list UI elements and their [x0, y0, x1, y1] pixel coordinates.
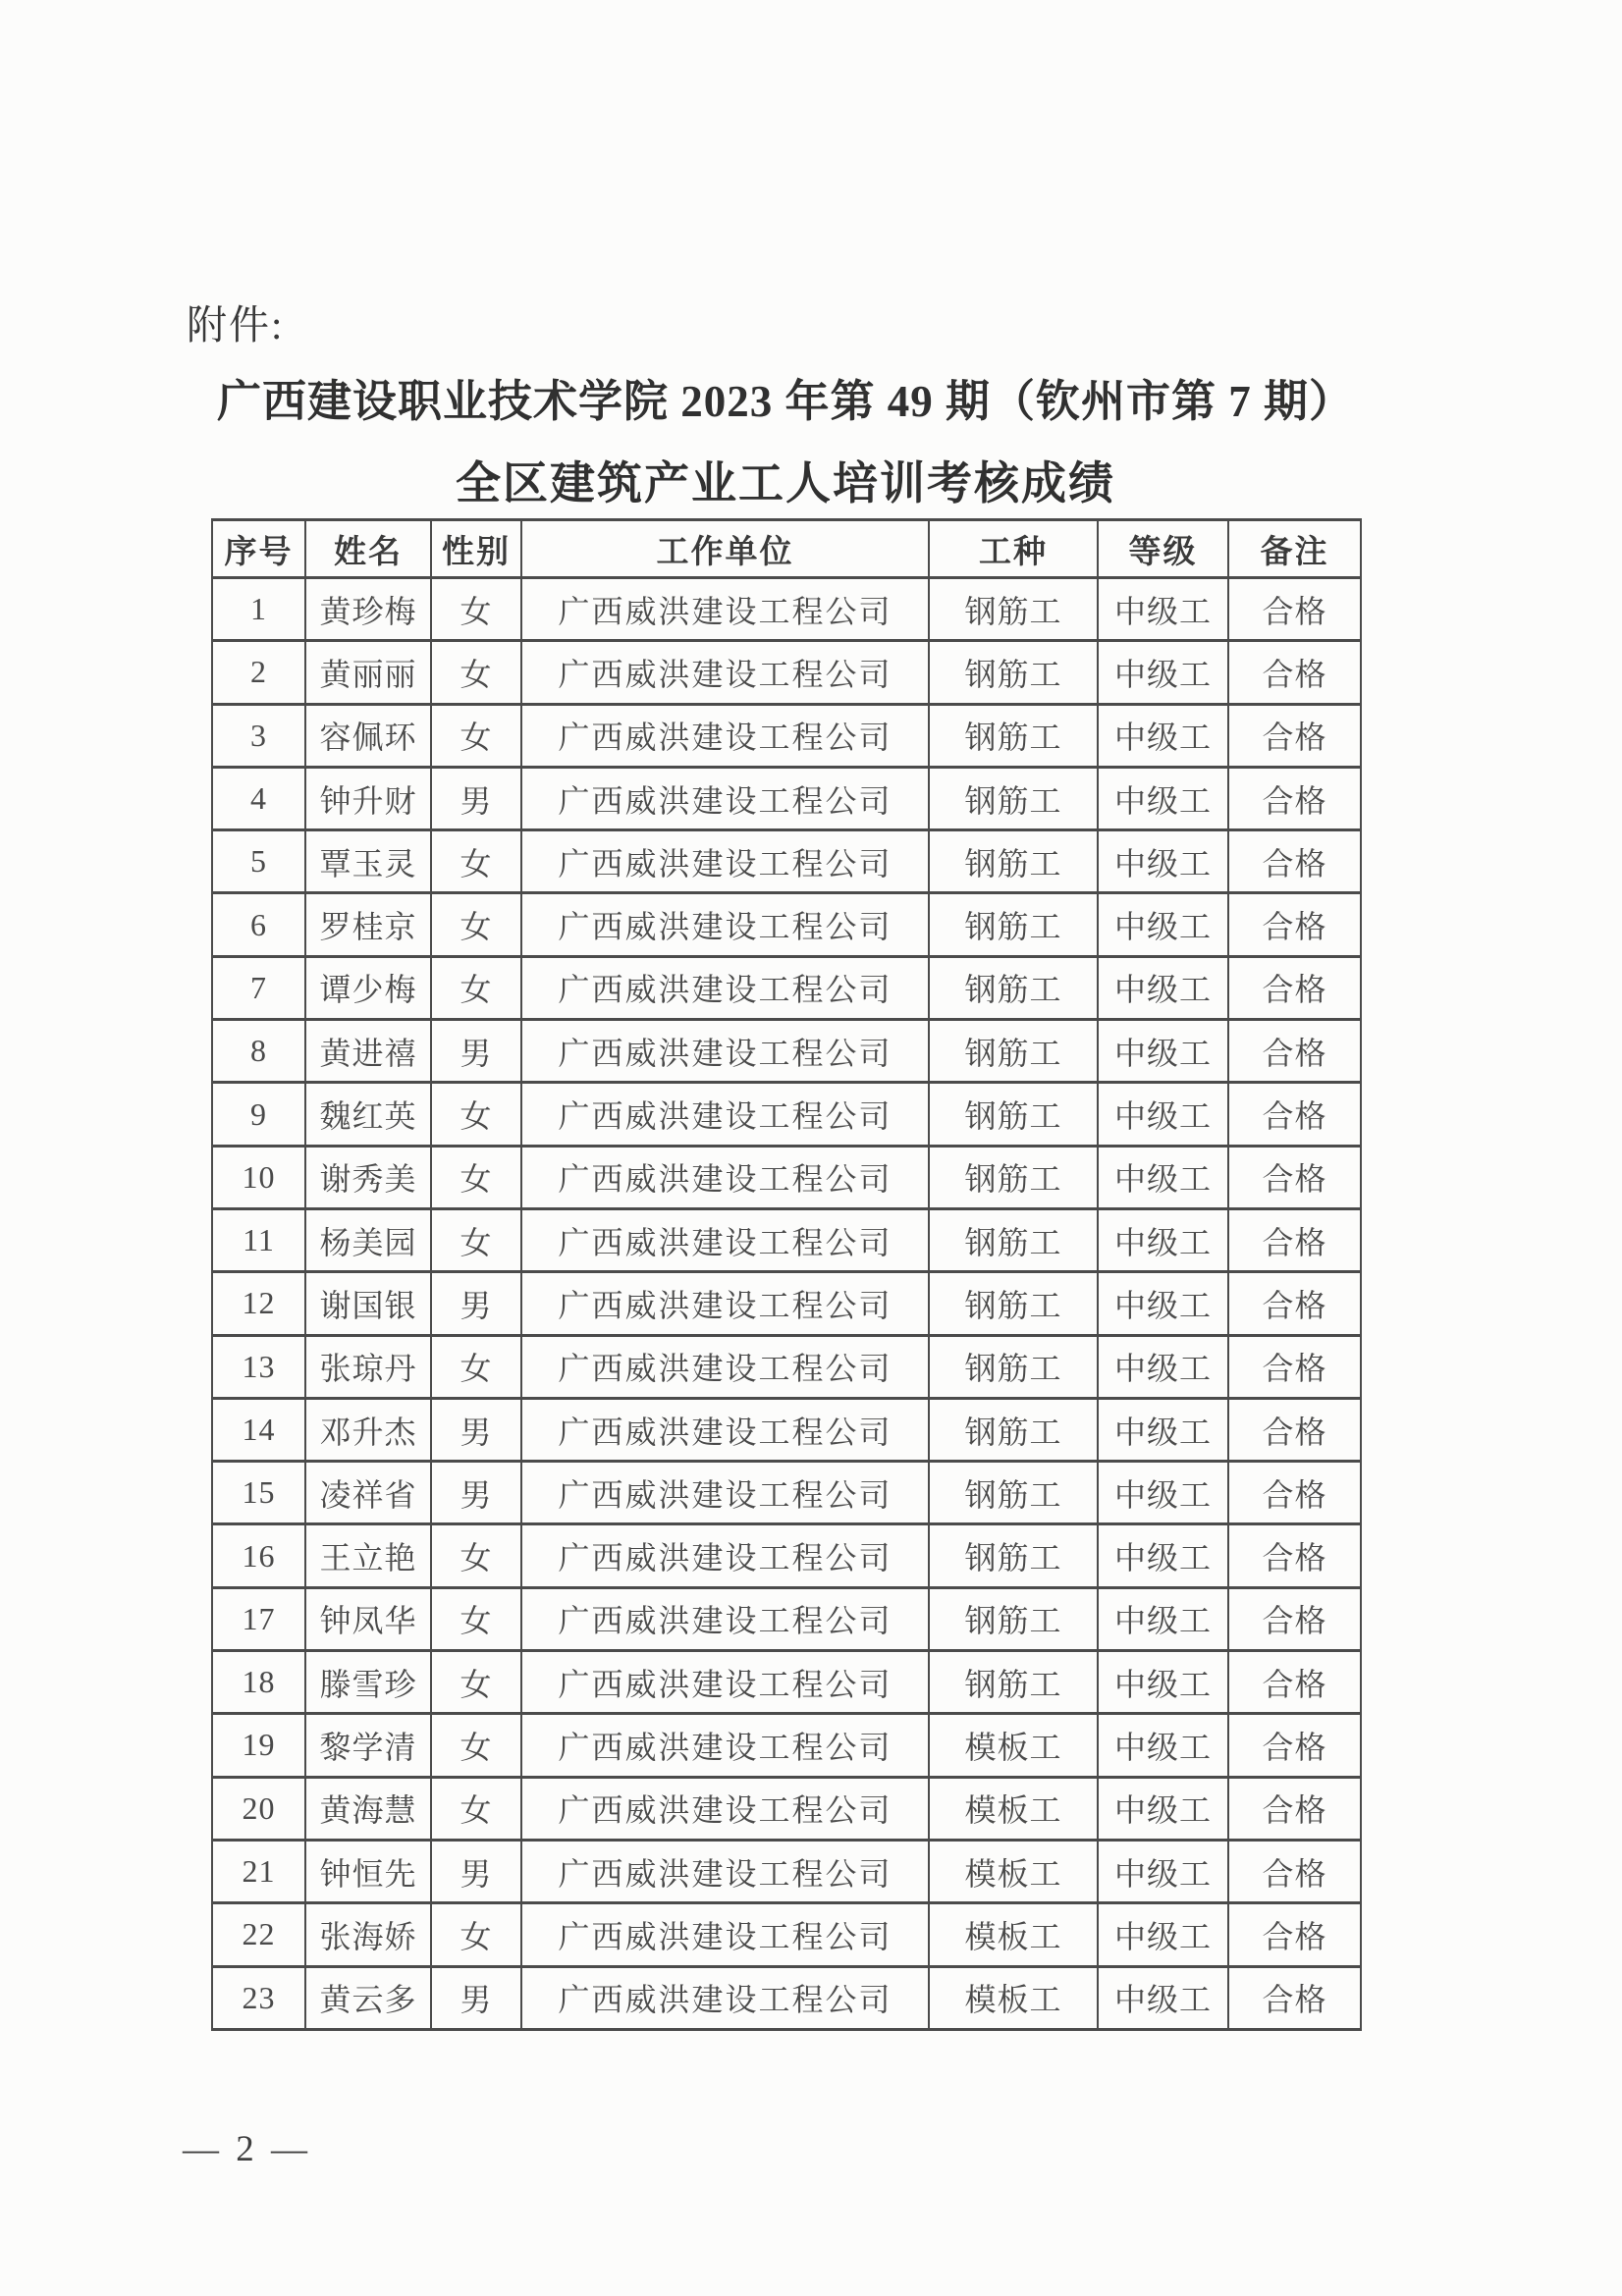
table-cell: 男	[431, 1840, 521, 1902]
table-cell: 女	[431, 1335, 521, 1398]
table-cell: 广西威洪建设工程公司	[521, 1208, 929, 1271]
table-cell: 合格	[1228, 1398, 1361, 1461]
table-cell: 中级工	[1098, 1777, 1228, 1840]
table-cell: 钢筋工	[929, 1335, 1098, 1398]
table-cell: 谢国银	[305, 1272, 431, 1335]
table-cell: 广西威洪建设工程公司	[521, 1587, 929, 1650]
table-cell: 中级工	[1098, 1714, 1228, 1777]
table-row	[212, 1966, 1361, 2029]
table-cell: 合格	[1228, 578, 1361, 641]
table-cell: 中级工	[1098, 1462, 1228, 1524]
table-cell: 张琼丹	[305, 1335, 431, 1398]
table-cell: 20	[212, 1777, 305, 1840]
results-table-container	[211, 518, 1362, 2031]
table-cell: 黎学清	[305, 1714, 431, 1777]
table-cell: 中级工	[1098, 1146, 1228, 1208]
table-cell: 中级工	[1098, 893, 1228, 956]
table-cell: 12	[212, 1272, 305, 1335]
table-cell: 4	[212, 767, 305, 829]
table-cell: 14	[212, 1398, 305, 1461]
table-cell: 合格	[1228, 704, 1361, 767]
table-cell: 女	[431, 1714, 521, 1777]
table-cell: 女	[431, 641, 521, 704]
table-row	[212, 641, 1361, 704]
table-cell: 中级工	[1098, 1840, 1228, 1902]
table-cell: 中级工	[1098, 641, 1228, 704]
table-row	[212, 1146, 1361, 1208]
table-cell: 11	[212, 1208, 305, 1271]
table-cell: 广西威洪建设工程公司	[521, 1398, 929, 1461]
table-cell: 合格	[1228, 1272, 1361, 1335]
table-row	[212, 1903, 1361, 1966]
table-cell: 凌祥省	[305, 1462, 431, 1524]
table-row	[212, 704, 1361, 767]
table-cell: 合格	[1228, 830, 1361, 893]
table-cell: 中级工	[1098, 1208, 1228, 1271]
table-row	[212, 1083, 1361, 1146]
table-cell: 17	[212, 1587, 305, 1650]
table-cell: 3	[212, 704, 305, 767]
table-cell: 合格	[1228, 1651, 1361, 1714]
table-row	[212, 1020, 1361, 1083]
table-cell: 男	[431, 1966, 521, 2029]
table-cell: 中级工	[1098, 1651, 1228, 1714]
table-cell: 16	[212, 1524, 305, 1587]
table-cell: 13	[212, 1335, 305, 1398]
table-cell: 广西威洪建设工程公司	[521, 641, 929, 704]
table-row	[212, 1777, 1361, 1840]
table-cell: 钢筋工	[929, 704, 1098, 767]
table-cell: 合格	[1228, 1335, 1361, 1398]
table-cell: 女	[431, 956, 521, 1019]
table-cell: 女	[431, 1146, 521, 1208]
table-cell: 黄云多	[305, 1966, 431, 2029]
table-cell: 合格	[1228, 1966, 1361, 2029]
table-cell: 模板工	[929, 1714, 1098, 1777]
table-row	[212, 767, 1361, 829]
table-cell: 2	[212, 641, 305, 704]
table-cell: 杨美园	[305, 1208, 431, 1271]
table-row	[212, 830, 1361, 893]
table-cell: 合格	[1228, 1462, 1361, 1524]
table-row	[212, 1208, 1361, 1271]
column-header: 工作单位	[521, 520, 929, 578]
table-cell: 中级工	[1098, 1587, 1228, 1650]
table-cell: 钢筋工	[929, 1272, 1098, 1335]
table-cell: 中级工	[1098, 1083, 1228, 1146]
table-cell: 邓升杰	[305, 1398, 431, 1461]
table-cell: 模板工	[929, 1903, 1098, 1966]
table-cell: 张海娇	[305, 1903, 431, 1966]
table-cell: 钢筋工	[929, 1398, 1098, 1461]
table-cell: 钢筋工	[929, 1146, 1098, 1208]
table-cell: 钟凤华	[305, 1587, 431, 1650]
column-header: 姓名	[305, 520, 431, 578]
table-row	[212, 1524, 1361, 1587]
table-cell: 滕雪珍	[305, 1651, 431, 1714]
table-row	[212, 1272, 1361, 1335]
table-cell: 21	[212, 1840, 305, 1902]
table-cell: 广西威洪建设工程公司	[521, 1335, 929, 1398]
table-cell: 中级工	[1098, 1335, 1228, 1398]
table-cell: 女	[431, 1903, 521, 1966]
table-row	[212, 1651, 1361, 1714]
results-table	[211, 518, 1362, 2031]
table-cell: 男	[431, 767, 521, 829]
table-cell: 黄珍梅	[305, 578, 431, 641]
table-cell: 女	[431, 1777, 521, 1840]
page-number: — 2 —	[183, 2129, 311, 2169]
table-cell: 合格	[1228, 641, 1361, 704]
table-cell: 广西威洪建设工程公司	[521, 1462, 929, 1524]
table-cell: 钢筋工	[929, 767, 1098, 829]
table-cell: 女	[431, 1524, 521, 1587]
table-cell: 中级工	[1098, 830, 1228, 893]
column-header: 序号	[212, 520, 305, 578]
table-cell: 覃玉灵	[305, 830, 431, 893]
table-cell: 广西威洪建设工程公司	[521, 1272, 929, 1335]
table-cell: 女	[431, 830, 521, 893]
table-cell: 23	[212, 1966, 305, 2029]
table-cell: 合格	[1228, 1020, 1361, 1083]
table-cell: 中级工	[1098, 1020, 1228, 1083]
table-cell: 广西威洪建设工程公司	[521, 767, 929, 829]
table-cell: 广西威洪建设工程公司	[521, 1777, 929, 1840]
table-cell: 合格	[1228, 1208, 1361, 1271]
column-header: 工种	[929, 520, 1098, 578]
table-row	[212, 1840, 1361, 1902]
table-cell: 钢筋工	[929, 1651, 1098, 1714]
table-cell: 钢筋工	[929, 1020, 1098, 1083]
table-cell: 22	[212, 1903, 305, 1966]
table-cell: 合格	[1228, 1840, 1361, 1902]
table-cell: 女	[431, 578, 521, 641]
table-cell: 钢筋工	[929, 641, 1098, 704]
table-cell: 女	[431, 1083, 521, 1146]
table-cell: 男	[431, 1398, 521, 1461]
table-cell: 女	[431, 1208, 521, 1271]
table-cell: 合格	[1228, 1903, 1361, 1966]
table-cell: 男	[431, 1020, 521, 1083]
attachment-label: 附件:	[187, 302, 285, 347]
table-cell: 容佩环	[305, 704, 431, 767]
column-header: 等级	[1098, 520, 1228, 578]
table-cell: 合格	[1228, 1777, 1361, 1840]
table-cell: 钢筋工	[929, 578, 1098, 641]
table-cell: 广西威洪建设工程公司	[521, 1714, 929, 1777]
table-cell: 模板工	[929, 1840, 1098, 1902]
table-cell: 15	[212, 1462, 305, 1524]
table-cell: 10	[212, 1146, 305, 1208]
header-row	[212, 520, 1361, 578]
table-row	[212, 893, 1361, 956]
table-cell: 广西威洪建设工程公司	[521, 893, 929, 956]
table-cell: 谢秀美	[305, 1146, 431, 1208]
table-cell: 女	[431, 704, 521, 767]
table-cell: 模板工	[929, 1777, 1098, 1840]
table-cell: 钟升财	[305, 767, 431, 829]
table-cell: 女	[431, 1587, 521, 1650]
table-cell: 合格	[1228, 893, 1361, 956]
table-cell: 广西威洪建设工程公司	[521, 1524, 929, 1587]
table-cell: 黄海慧	[305, 1777, 431, 1840]
table-cell: 广西威洪建设工程公司	[521, 704, 929, 767]
table-cell: 广西威洪建设工程公司	[521, 1020, 929, 1083]
document-title-line1: 广西建设职业技术学院 2023 年第 49 期（钦州市第 7 期）	[216, 377, 1354, 426]
table-cell: 男	[431, 1272, 521, 1335]
table-cell: 钢筋工	[929, 956, 1098, 1019]
table-cell: 广西威洪建设工程公司	[521, 578, 929, 641]
table-cell: 钢筋工	[929, 893, 1098, 956]
table-cell: 18	[212, 1651, 305, 1714]
table-cell: 19	[212, 1714, 305, 1777]
table-cell: 合格	[1228, 1524, 1361, 1587]
table-cell: 谭少梅	[305, 956, 431, 1019]
document-title-line2: 全区建筑产业工人培训考核成绩	[456, 458, 1115, 508]
table-cell: 模板工	[929, 1966, 1098, 2029]
table-cell: 广西威洪建设工程公司	[521, 1146, 929, 1208]
table-row	[212, 578, 1361, 641]
column-header: 性别	[431, 520, 521, 578]
table-cell: 合格	[1228, 1083, 1361, 1146]
table-cell: 黄进禧	[305, 1020, 431, 1083]
table-cell: 广西威洪建设工程公司	[521, 1083, 929, 1146]
table-cell: 合格	[1228, 1714, 1361, 1777]
table-cell: 7	[212, 956, 305, 1019]
table-cell: 中级工	[1098, 767, 1228, 829]
table-cell: 王立艳	[305, 1524, 431, 1587]
table-cell: 钢筋工	[929, 1587, 1098, 1650]
table-row	[212, 1714, 1361, 1777]
table-row	[212, 1335, 1361, 1398]
table-cell: 合格	[1228, 1146, 1361, 1208]
table-cell: 中级工	[1098, 1272, 1228, 1335]
table-cell: 中级工	[1098, 1903, 1228, 1966]
table-row	[212, 1398, 1361, 1461]
table-cell: 黄丽丽	[305, 641, 431, 704]
table-cell: 广西威洪建设工程公司	[521, 1651, 929, 1714]
column-header: 备注	[1228, 520, 1361, 578]
table-cell: 广西威洪建设工程公司	[521, 1966, 929, 2029]
table-cell: 魏红英	[305, 1083, 431, 1146]
table-cell: 女	[431, 893, 521, 956]
table-cell: 合格	[1228, 956, 1361, 1019]
table-cell: 广西威洪建设工程公司	[521, 956, 929, 1019]
table-cell: 合格	[1228, 1587, 1361, 1650]
table-row	[212, 1462, 1361, 1524]
table-cell: 中级工	[1098, 1398, 1228, 1461]
table-row	[212, 1587, 1361, 1650]
table-cell: 广西威洪建设工程公司	[521, 1903, 929, 1966]
table-cell: 女	[431, 1651, 521, 1714]
table-cell: 中级工	[1098, 704, 1228, 767]
table-row	[212, 956, 1361, 1019]
table-cell: 男	[431, 1462, 521, 1524]
table-cell: 中级工	[1098, 956, 1228, 1019]
table-cell: 中级工	[1098, 1524, 1228, 1587]
table-cell: 钢筋工	[929, 1083, 1098, 1146]
table-cell: 广西威洪建设工程公司	[521, 830, 929, 893]
table-cell: 钢筋工	[929, 1208, 1098, 1271]
table-cell: 中级工	[1098, 1966, 1228, 2029]
table-cell: 钢筋工	[929, 1524, 1098, 1587]
table-cell: 合格	[1228, 767, 1361, 829]
table-cell: 1	[212, 578, 305, 641]
table-cell: 5	[212, 830, 305, 893]
table-cell: 钢筋工	[929, 1462, 1098, 1524]
table-cell: 钟恒先	[305, 1840, 431, 1902]
table-cell: 9	[212, 1083, 305, 1146]
table-cell: 8	[212, 1020, 305, 1083]
table-cell: 广西威洪建设工程公司	[521, 1840, 929, 1902]
table-cell: 中级工	[1098, 578, 1228, 641]
table-cell: 罗桂京	[305, 893, 431, 956]
table-cell: 钢筋工	[929, 830, 1098, 893]
table-cell: 6	[212, 893, 305, 956]
